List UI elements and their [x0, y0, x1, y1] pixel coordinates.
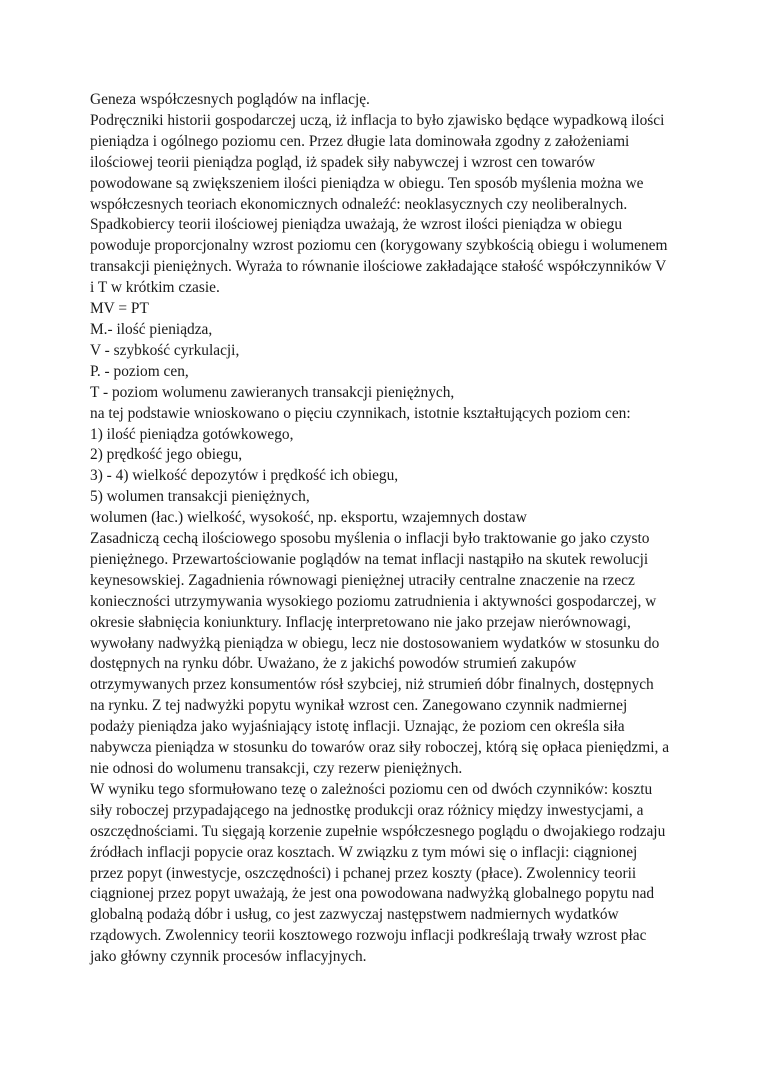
document-title: Geneza współczesnych poglądów na inflację.	[90, 91, 370, 108]
text-line: nabywcza pieniądza w stosunku do towarów oraz siły roboczej, którą się opłaca pieniędzmi, a	[90, 739, 670, 757]
definition-item: T - poziom wolumenu zawieranych transakcji pieniężnych,	[90, 383, 455, 401]
text-line: źródłach inflacji popycie oraz kosztach. W związku z tym mówi się o inflacji: ciągnionej	[90, 843, 638, 861]
text-line: transakcji pieniężnych. Wyraża to równanie ilościowe zakładające stałość współczynników V	[90, 258, 667, 276]
text-line: ilościowej teorii pieniądza pogląd, iż spadek siły nabywczej i wzrost cen towarów	[90, 153, 596, 171]
text-line: dostępnych na rynku dóbr. Uważano, że z jakichś powodów strumień zakupów	[90, 655, 577, 673]
definition-item: M.- ilość pieniądza,	[90, 320, 213, 338]
text-line: Spadkobiercy teorii ilościowej pieniądza uważają, że wzrost ilości pieniądza w obiegu	[90, 216, 623, 234]
definition-item: P. - poziom cen,	[90, 362, 189, 380]
text-line: jako główny czynnik procesów inflacyjnych.	[90, 948, 367, 966]
text-line: pieniężnego. Przewartościowanie poglądów na temat inflacji nastąpiło na skutek rewolucji	[90, 550, 649, 568]
list-item: 5) wolumen transakcji pieniężnych,	[90, 488, 310, 506]
text-line: współczesnych teoriach ekonomicznych odnaleźć: neoklasycznych czy neoliberalnych.	[90, 195, 628, 213]
text-line: konieczności utrzymywania wysokiego poziomu zatrudnienia i aktywności gospodarczej, w	[90, 592, 657, 610]
definition-note: wolumen (łac.) wielkość, wysokość, np. eksportu, wzajemnych dostaw	[90, 509, 527, 527]
definition-item: V - szybkość cyrkulacji,	[90, 341, 240, 359]
list-item: 1) ilość pieniądza gotówkowego,	[90, 425, 294, 443]
text-line: oszczędnościami. Tu sięgają korzenie zupełnie współczesnego poglądu o dwojakiego rodzaju	[90, 822, 666, 840]
text-line: rządowych. Zwolennicy teorii kosztowego rozwoju inflacji podkreślają trwały wzrost płac	[90, 927, 647, 945]
text-line: siły roboczej przypadającego na jednostkę produkcji oraz różnicy między inwestycjami, a	[90, 801, 644, 819]
text-line: na rynku. Z tej nadwyżki popytu wynikał wzrost cen. Zanegowano czynnik nadmiernej	[90, 697, 628, 715]
text-line: Zasadniczą cechą ilościowego sposobu myślenia o inflacji było traktowanie go jako czysto	[90, 530, 650, 548]
text-line: W wyniku tego sformułowano tezę o zależności poziomu cen od dwóch czynników: kosztu	[90, 780, 653, 798]
text-line: nie odnosi do wolumenu transakcji, czy rezerw pieniężnych.	[90, 760, 463, 777]
text-line: podaży pieniądza jako wyjaśniający istotę inflacji. Uznając, że poziom cen określa siła	[90, 718, 625, 736]
text-line: przez popyt (inwestycje, oszczędności) i pchanej przez koszty (płace). Zwolennicy teorii	[90, 864, 637, 882]
text-line: pieniądza i ogólnego poziomu cen. Przez długie lata dominowała zgodny z założeniami	[90, 132, 630, 150]
text-line: otrzymywanych przez konsumentów rósł szybciej, niż strumień dóbr finalnych, dostępnych	[90, 676, 654, 694]
text-line: powodowane są zwiększeniem ilości pieniądza w obiegu. Ten sposób myślenia można we	[90, 174, 644, 192]
text-line: Podręczniki historii gospodarczej uczą, iż inflacja to było zjawisko będące wypadkową ilości	[90, 111, 665, 129]
text-line: okresie słabnięcia koniunktury. Inflację interpretowano nie jako przejaw nierównowagi,	[90, 613, 631, 631]
text-line: globalną podażą dóbr i usług, co jest zazwyczaj następstwem nadmiernych wydatków	[90, 906, 619, 924]
text-line: wywołany nadwyżką pieniądza w obiegu, lecz nie dostosowaniem wydatków w stosunku do	[90, 634, 660, 652]
text-line: ciągnionej przez popyt uważają, że jest ona powodowana nadwyżką globalnego popytu nad	[90, 885, 655, 903]
list-item: 3) - 4) wielkość depozytów i prędkość ich obiegu,	[90, 467, 399, 485]
list-item: 2) prędkość jego obiegu,	[90, 446, 243, 464]
text-line: powoduje proporcjonalny wzrost poziomu cen (korygowany szybkością obiegu i wolumenem	[90, 237, 668, 255]
equation: MV = PT	[90, 300, 149, 318]
document-page	[90, 90, 680, 968]
text-line: i T w krótkim czasie.	[90, 279, 220, 297]
text-line: na tej podstawie wnioskowano o pięciu czynnikach, istotnie kształtujących poziom cen:	[90, 404, 631, 422]
text-line: keynesowskiej. Zagadnienia równowagi pieniężnej utraciły centralne znaczenie na rzecz	[90, 571, 635, 589]
